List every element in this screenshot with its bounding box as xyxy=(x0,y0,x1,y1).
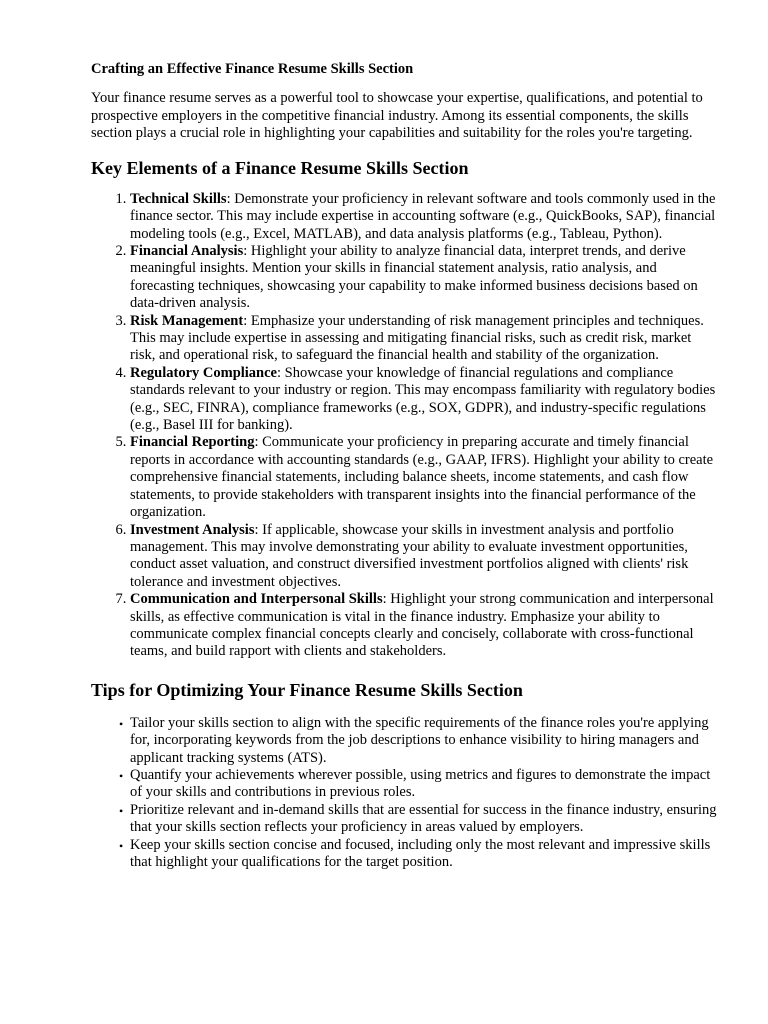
item-text: : Emphasize your understanding of risk management principles and techniques. This may include expertise in assessing and mitigating financial risks, such as credit risk, market risk, and operational risk, to safeguard the financial health and stability of the organization. xyxy=(130,312,704,364)
item-title: Investment Analysis xyxy=(130,521,255,538)
tip-text: Tailor your skills section to align with the specific requirements of the finance roles you're applying for, incorporating keywords from the job descriptions to enhance visibility to hiring managers and applicant tracking systems (ATS). xyxy=(130,714,709,766)
bullet-dot-icon: • xyxy=(119,768,124,783)
list-item xyxy=(119,801,720,837)
tip-text: Keep your skills section concise and focused, including only the most relevant and impressive skills that highlight your qualifications for the target position. xyxy=(130,836,711,870)
list-item xyxy=(130,313,720,365)
list-item xyxy=(119,836,720,872)
item-text: : Highlight your ability to analyze financial data, interpret trends, and derive meaningful insights. Mention your skills in financial statement analysis, ratio analysis, and forecasting techniques, showcasing your capability to make informed business decisions based on data-driven analysis. xyxy=(130,243,698,312)
item-title: Communication and Interpersonal Skills xyxy=(130,591,383,608)
item-text: : If applicable, showcase your skills in investment analysis and portfolio management. This may involve demonstrating your ability to evaluate investment opportunities, conduct asset valuation, and construct diversified investment portfolios aligned with clients' risk tolerance and investment objectives. xyxy=(130,521,689,590)
list-item xyxy=(119,766,720,802)
list-item xyxy=(130,365,720,435)
tips-heading: Tips for Optimizing Your Finance Resume Skills Section xyxy=(91,679,523,700)
document-title: Crafting an Effective Finance Resume Skills Section xyxy=(91,61,414,77)
tips-list xyxy=(91,715,720,872)
item-title: Financial Reporting xyxy=(130,434,255,451)
item-title: Regulatory Compliance xyxy=(130,364,277,381)
tip-text: Quantify your achievements wherever possible, using metrics and figures to demonstrate the impact of your skills and contributions in previous roles. xyxy=(130,766,711,801)
list-item xyxy=(130,191,720,243)
item-text: : Communicate your proficiency in preparing accurate and timely financial reports in accordance with accounting standards (e.g., GAAP, IFRS). Highlight your ability to create comprehensive financial statements, including balance sheets, income statements, and cash flow statements, to provide stakeholders with transparent insights into the financial performance of the organization. xyxy=(130,434,714,521)
key-elements-list xyxy=(91,191,720,661)
item-title: Technical Skills xyxy=(130,190,227,207)
intro-paragraph: Your finance resume serves as a powerful tool to showcase your expertise, qualifications, and potential to prospective employers in the competitive financial industry. Among its essential components, the skills section plays a crucial role in highlighting your capabilities and suitability for the roles you're targeting. xyxy=(91,90,703,142)
item-text: : Highlight your strong communication and interpersonal skills, as effective communication is vital in the finance industry. Emphasize your ability to communicate complex financial concepts clearly and concisely, collaborate with cross-functional teams, and build rapport with clients and stakeholders. xyxy=(130,591,714,660)
list-item xyxy=(130,243,720,313)
list-item xyxy=(130,522,720,592)
key-elements-heading: Key Elements of a Finance Resume Skills Section xyxy=(91,157,469,178)
tip-text: Prioritize relevant and in-demand skills that are essential for success in the finance industry, ensuring that your skills section reflects your proficiency in areas valued by employers. xyxy=(130,801,717,836)
list-item xyxy=(119,714,720,767)
item-title: Financial Analysis xyxy=(130,243,244,259)
item-title: Risk Management xyxy=(130,312,244,329)
bullet-dot-icon: • xyxy=(119,803,124,818)
item-text: : Showcase your knowledge of financial regulations and compliance standards relevant to your industry or region. This may encompass familiarity with regulatory bodies (e.g., SEC, FINRA), compliance frameworks (e.g., SOX, GDPR), and industry-specific regulations (e.g., Basel III for banking). xyxy=(130,364,716,434)
list-item xyxy=(130,591,720,661)
bullet-dot-icon: • xyxy=(119,838,124,853)
list-item xyxy=(130,434,720,521)
bullet-dot-icon: • xyxy=(119,716,124,731)
item-text: : Demonstrate your proficiency in relevant software and tools commonly used in the finance sector. This may include expertise in accounting software (e.g., QuickBooks, SAP), financial modeling tools (e.g., Excel, MATLAB), and data analysis platforms (e.g., Tableau, Python). xyxy=(130,190,716,242)
